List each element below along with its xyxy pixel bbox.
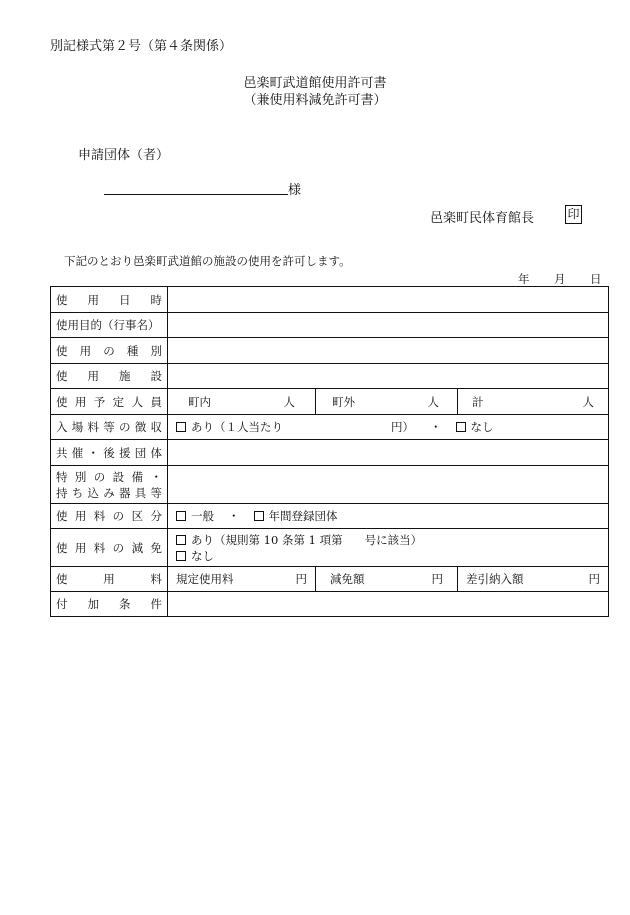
label-sponsor — [51, 440, 168, 466]
fee-class-general-checkbox[interactable] — [176, 511, 186, 521]
reduction-no-checkbox[interactable] — [176, 551, 186, 561]
row-sponsor — [51, 440, 609, 466]
reduction-yes-suffix: 号に該当） — [364, 532, 423, 547]
in-town-label: 町内 — [188, 394, 211, 409]
row-people — [51, 389, 609, 415]
field-fee-net[interactable] — [458, 567, 609, 592]
label-sponsor-text: 共 催 ・ 後 援 団 体 — [56, 445, 162, 460]
label-datetime — [51, 287, 168, 313]
fee-class-annual-label: 年間登録団体 — [268, 509, 338, 523]
row-datetime — [51, 287, 609, 313]
total-unit: 人 — [582, 394, 595, 409]
field-equipment[interactable] — [168, 466, 609, 504]
label-type — [51, 338, 168, 364]
out-town-unit: 人 — [427, 394, 439, 409]
label-fee-reduction — [51, 529, 168, 567]
document-title: 邑楽町武道館使用許可書 — [243, 76, 387, 91]
label-fee-text: 使 用 料 — [56, 572, 162, 586]
row-admission — [51, 415, 609, 440]
label-equipment-line2: 持 ち 込 み 器 具 等 — [56, 485, 162, 500]
total-label: 計 — [472, 394, 484, 409]
row-equipment — [51, 466, 609, 504]
date-day: 日 — [590, 272, 602, 286]
label-equipment-line1: 特 別 の 設 備 ・ — [56, 469, 162, 484]
row-purpose — [51, 313, 609, 338]
field-conditions[interactable] — [168, 592, 609, 617]
fee-reduction-unit: 円 — [431, 572, 443, 586]
admission-no-checkbox[interactable] — [456, 422, 466, 432]
field-fee-regular[interactable] — [168, 567, 316, 592]
row-fee-class — [51, 504, 609, 529]
field-sponsor[interactable] — [168, 440, 609, 466]
field-purpose[interactable] — [168, 313, 609, 338]
fee-net-label: 差引納入額 — [466, 572, 524, 586]
fee-reduction-label: 減免額 — [330, 572, 365, 586]
label-purpose-text: 使用目的（行事名） — [56, 318, 160, 332]
reduction-yes-label: あり（規則第 10 条第 1 項第 — [191, 532, 343, 547]
admission-no-label: なし — [470, 420, 494, 434]
field-datetime[interactable] — [168, 287, 609, 313]
label-fee-class-text: 使 用 料 の 区 分 — [56, 509, 162, 523]
fee-class-separator: ・ — [228, 509, 240, 523]
admission-yes-checkbox[interactable] — [176, 422, 186, 432]
field-fee-reduction — [168, 529, 609, 567]
label-fee-class — [51, 504, 168, 529]
out-town-label: 町外 — [332, 394, 355, 409]
field-people-total[interactable] — [458, 389, 609, 415]
label-equipment — [51, 466, 168, 504]
field-people-in-town[interactable] — [168, 389, 316, 415]
label-fee-reduction-text: 使 用 料 の 減 免 — [56, 540, 162, 555]
label-facility — [51, 364, 168, 389]
row-facility — [51, 364, 609, 389]
fee-class-annual-checkbox[interactable] — [254, 511, 264, 521]
field-people-out-town[interactable] — [316, 389, 458, 415]
document-subtitle: （兼使用料減免許可書） — [243, 93, 387, 108]
label-conditions — [51, 592, 168, 617]
label-admission — [51, 415, 168, 440]
admission-yes-unit: 円） — [391, 420, 414, 434]
admission-yes-label: あり（１人当たり — [191, 420, 283, 434]
row-fee-reduction — [51, 529, 609, 567]
field-fee-class — [168, 504, 609, 529]
field-admission — [168, 415, 609, 440]
fee-class-general-label: 一般 — [191, 509, 214, 523]
date-year: 年 — [518, 272, 530, 286]
issuer: 邑楽町民体育館長 — [430, 211, 535, 226]
fee-net-unit: 円 — [588, 572, 601, 586]
label-facility-text: 使 用 施 設 — [56, 369, 162, 383]
row-fee — [51, 567, 609, 592]
label-admission-text: 入 場 料 等 の 徴 収 — [56, 420, 162, 434]
applicant-name-line — [104, 194, 288, 195]
fee-regular-unit: 円 — [295, 572, 307, 586]
admission-separator: ・ — [430, 420, 442, 434]
row-conditions — [51, 592, 609, 617]
label-people — [51, 389, 168, 415]
label-purpose — [51, 313, 168, 338]
date-month: 月 — [554, 272, 566, 286]
label-fee — [51, 567, 168, 592]
field-fee-reduction-amount[interactable] — [316, 567, 458, 592]
field-type[interactable] — [168, 338, 609, 364]
form-number: 別記様式第２号（第４条関係） — [50, 39, 233, 54]
applicant-label: 申請団体（者） — [78, 148, 170, 163]
label-conditions-text: 付 加 条 件 — [56, 597, 162, 611]
fee-regular-label: 規定使用料 — [176, 572, 234, 586]
reduction-yes-checkbox[interactable] — [176, 535, 186, 545]
field-facility[interactable] — [168, 364, 609, 389]
label-people-text: 使 用 予 定 人 員 — [56, 394, 162, 409]
label-datetime-text: 使 用 日 時 — [56, 292, 162, 307]
intro-text: 下記のとおり邑楽町武道館の施設の使用を許可します。 — [64, 254, 351, 268]
in-town-unit: 人 — [283, 394, 295, 409]
permit-table — [50, 286, 609, 617]
label-type-text: 使 用 の 種 別 — [56, 343, 162, 358]
reduction-no-label: なし — [191, 548, 214, 563]
row-type — [51, 338, 609, 364]
honorific: 様 — [288, 183, 302, 198]
seal-mark: 印 — [565, 205, 582, 224]
